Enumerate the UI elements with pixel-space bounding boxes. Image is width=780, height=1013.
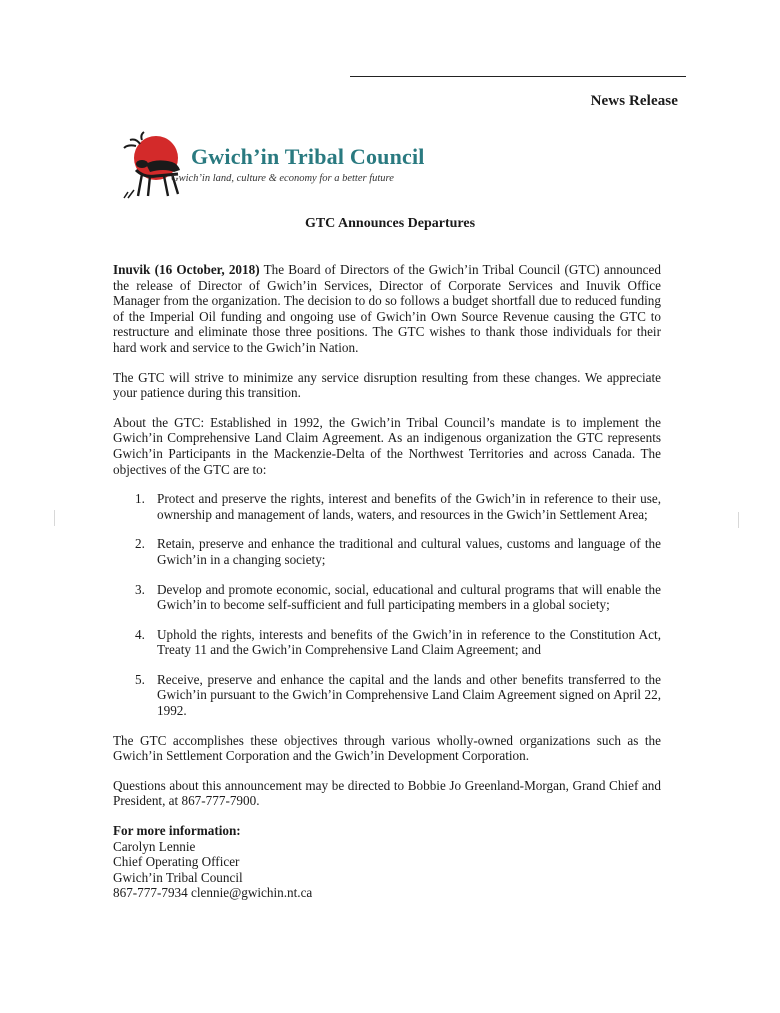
list-item bbox=[113, 627, 661, 658]
paragraph-3: About the GTC: Established in 1992, the Gwich’in Tribal Council’s mandate is to implement the Gwich’in Comprehensive Land Claim Agreement. As an indigenous organization the GTC represents Gwich’in Participants in the Mackenzie-Delta of the Northwest Territories and across Canada. The objectives of the GTC are to: bbox=[113, 414, 661, 477]
list-item bbox=[113, 672, 661, 719]
contact-name: Carolyn Lennie bbox=[113, 838, 196, 854]
top-rule bbox=[350, 76, 686, 77]
list-number: 5. bbox=[135, 671, 145, 687]
release-label: News Release bbox=[590, 93, 678, 109]
paragraph-5: Questions about this announcement may be directed to Bobbie Jo Greenland-Morgan, Grand Chief and President, at 867-777-7900. bbox=[113, 777, 661, 809]
list-item bbox=[113, 536, 661, 567]
list-text: Uphold the rights, interests and benefits of the Gwich’in in reference to the Constitution Act, Treaty 11 and the Gwich’in Comprehensive Land Claim Agreement; and bbox=[157, 626, 661, 658]
contact-org: Gwich’in Tribal Council bbox=[113, 869, 243, 885]
paragraph-2: The GTC will strive to minimize any service disruption resulting from these changes. We appreciate your patience during this transition. bbox=[113, 369, 661, 401]
dateline: Inuvik (16 October, 2018) bbox=[113, 262, 260, 277]
list-number: 3. bbox=[135, 581, 145, 597]
contact-heading: For more information: bbox=[113, 823, 241, 839]
contact-block bbox=[113, 823, 661, 901]
list-item bbox=[113, 582, 661, 613]
list-number: 4. bbox=[135, 626, 145, 642]
contact-phone-email: 867-777-7934 clennie@gwichin.nt.ca bbox=[113, 885, 313, 901]
paragraph-dateline bbox=[113, 262, 661, 356]
list-text: Protect and preserve the rights, interest and benefits of the Gwich’in in reference to their use, ownership and management of lands, waters, and resources in the Gwich’in Settlement Area; bbox=[157, 491, 661, 522]
org-name: Gwich’in Tribal Council bbox=[191, 144, 425, 169]
list-text: Receive, preserve and enhance the capital and the lands and other benefits transferred to the Gwich’in pursuant to the Gwich’in Comprehensive Land Claim Agreement signed on April 22, 1992. bbox=[157, 671, 661, 719]
org-tagline: Gwich’in land, culture & economy for a better future bbox=[171, 173, 394, 184]
gtc-logo bbox=[112, 130, 442, 202]
contact-title: Chief Operating Officer bbox=[113, 854, 240, 870]
objectives-list bbox=[113, 491, 661, 719]
scan-mark bbox=[738, 512, 739, 528]
headline: GTC Announces Departures bbox=[304, 216, 476, 231]
list-text: Retain, preserve and enhance the traditional and cultural values, customs and language of the Gwich’in in a changing society; bbox=[157, 536, 661, 567]
release-body bbox=[113, 262, 661, 901]
paragraph-1-text: The Board of Directors of the Gwich’in Tribal Council (GTC) announced the release of Director of Gwich’in Services, Director of Corporate Services and Inuvik Office Manager from the organization. The decision to do so follows a budget shortfall due to reduced funding of the Imperial Oil funding and ongoing use of Gwich’in Own Source Revenue causing the GTC to restructure and eliminate those three positions. The GTC wishes to thank those individuals for their hard work and service to the Gwich’in Nation. bbox=[113, 262, 661, 355]
list-number: 2. bbox=[135, 536, 145, 552]
scan-mark bbox=[54, 510, 55, 526]
caribou-circle-icon bbox=[112, 130, 192, 202]
list-item bbox=[113, 491, 661, 522]
list-number: 1. bbox=[135, 491, 145, 507]
paragraph-4: The GTC accomplishes these objectives through various wholly-owned organizations such as the Gwich’in Settlement Corporation and the Gwich’in Development Corporation. bbox=[113, 732, 661, 764]
list-text: Develop and promote economic, social, educational and cultural programs that will enable the Gwich’in to become self-sufficient and full participating members in a global society; bbox=[157, 581, 661, 613]
